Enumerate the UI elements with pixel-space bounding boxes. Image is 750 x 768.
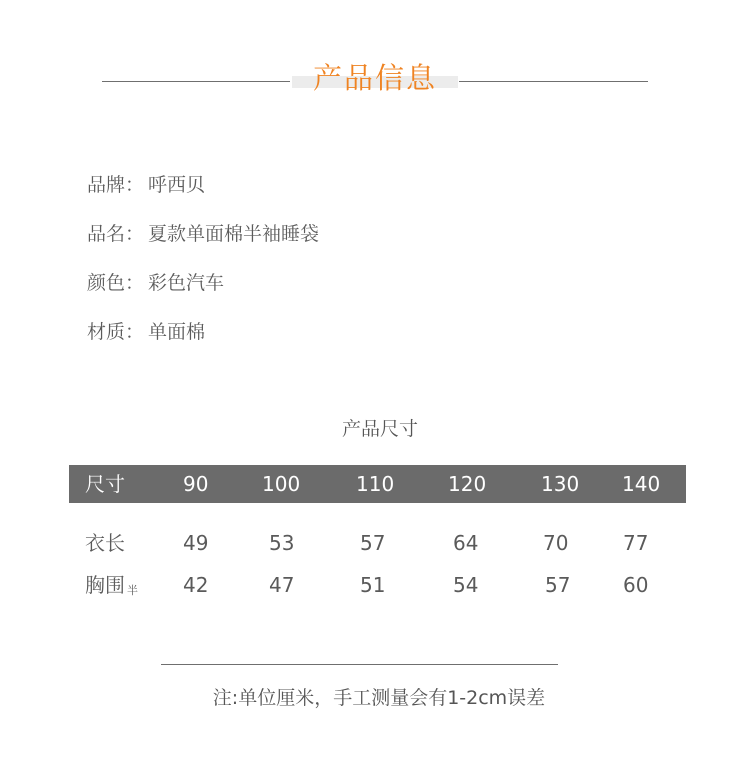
title-divider-left [102, 81, 290, 82]
header-cell: 尺寸 [85, 472, 125, 496]
size-table-header [69, 465, 686, 503]
header-cell: 130 [541, 472, 580, 496]
info-value: 呼西贝 [148, 174, 206, 196]
table-cell: 51 [360, 573, 386, 597]
info-separator: ： [125, 223, 145, 245]
table-cell: 49 [183, 531, 209, 555]
info-row-name [87, 219, 319, 268]
table-cell: 57 [360, 531, 386, 555]
table-cell: 70 [543, 531, 569, 555]
table-cell: 42 [183, 573, 209, 597]
product-info-list [87, 170, 319, 366]
header-cell: 120 [448, 472, 487, 496]
row-label [85, 566, 138, 610]
row-label-text: 衣长 [85, 531, 125, 555]
info-row-material [87, 317, 319, 366]
info-label: 材质 [87, 321, 126, 343]
row-label-note: 半 [127, 584, 138, 597]
row-label [85, 524, 125, 562]
info-separator: ： [125, 174, 145, 196]
size-table-title: 产品尺寸 [341, 418, 418, 440]
header-cell: 110 [356, 472, 395, 496]
info-value: 夏款单面棉半袖睡袋 [148, 223, 320, 245]
table-cell: 47 [269, 573, 295, 597]
table-cell: 64 [453, 531, 479, 555]
section-title [292, 60, 458, 96]
footer-divider [161, 664, 558, 665]
header-cell: 90 [183, 472, 209, 496]
section-title-text: 产品信息 [312, 61, 437, 95]
header-cell: 140 [622, 472, 661, 496]
info-separator: ： [125, 321, 145, 343]
info-value: 彩色汽车 [148, 272, 225, 294]
title-divider-right [459, 81, 648, 82]
table-row [69, 524, 686, 562]
table-cell: 54 [453, 573, 479, 597]
table-row [69, 566, 686, 604]
header-cell: 100 [262, 472, 301, 496]
info-row-brand [87, 170, 319, 219]
table-cell: 53 [269, 531, 295, 555]
table-cell: 57 [545, 573, 571, 597]
info-label: 颜色 [87, 272, 126, 294]
measurement-note: 注:单位厘米，手工测量会有1-2cm误差 [212, 687, 546, 709]
info-row-color [87, 268, 319, 317]
info-label: 品牌 [87, 174, 126, 196]
info-value: 单面棉 [148, 321, 206, 343]
info-separator: ： [125, 272, 145, 294]
table-cell: 77 [623, 531, 649, 555]
table-cell: 60 [623, 573, 649, 597]
info-label: 品名 [87, 223, 126, 245]
row-label-text: 胸围 [85, 573, 125, 597]
